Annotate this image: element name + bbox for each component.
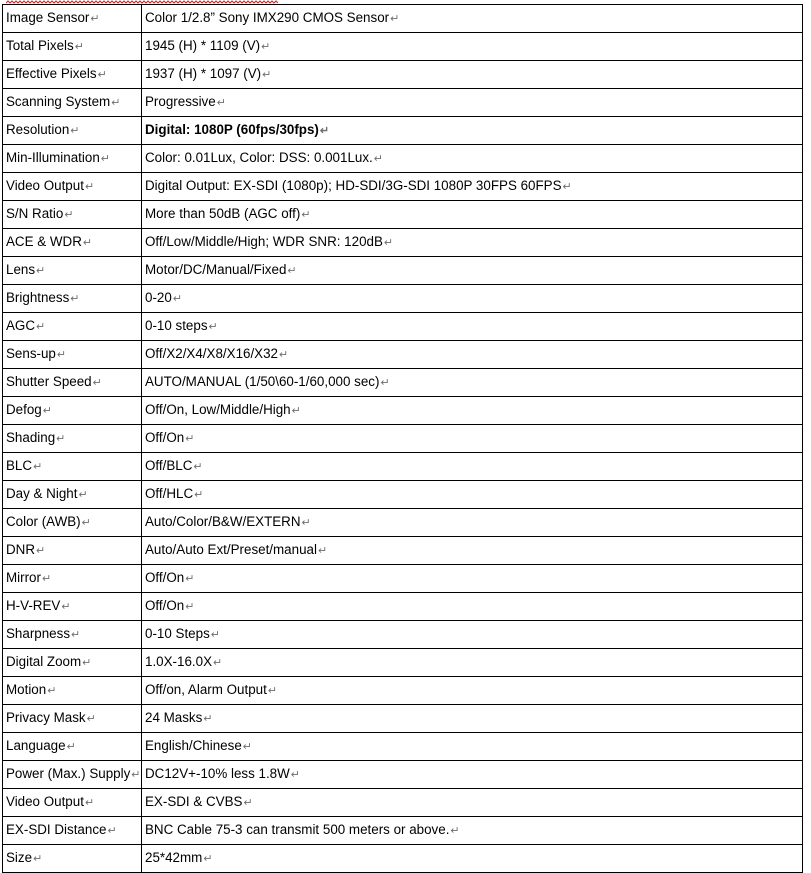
spec-label: ACE & WDR [6, 234, 82, 249]
table-row [3, 509, 803, 537]
table-row [3, 453, 803, 481]
spec-label-cell[interactable] [3, 313, 142, 341]
paragraph-mark-icon: ↵ [185, 601, 195, 613]
spec-table-body [3, 5, 803, 873]
spec-value: Off/On [145, 598, 185, 613]
spec-value: Off/On [145, 570, 185, 585]
spec-label: Defog [6, 402, 42, 417]
spec-label: Min-Illumination [6, 150, 100, 165]
paragraph-mark-icon: ↵ [213, 657, 223, 669]
spec-value: 1937 (H) * 1097 (V) [145, 66, 262, 81]
paragraph-mark-icon: ↵ [450, 825, 460, 837]
spec-label: Total Pixels [6, 38, 74, 53]
spec-value: Color 1/2.8” Sony IMX290 CMOS Sensor [145, 10, 390, 25]
paragraph-mark-icon: ↵ [317, 545, 328, 557]
spec-label-cell[interactable] [3, 761, 142, 789]
spec-value-cell[interactable] [142, 285, 803, 313]
spec-label-cell[interactable] [3, 733, 142, 761]
paragraph-mark-icon: ↵ [390, 13, 400, 25]
spec-label: Resolution [6, 122, 70, 137]
paragraph-mark-icon: ↵ [172, 293, 183, 305]
paragraph-mark-icon: ↵ [71, 629, 81, 641]
spec-value-cell[interactable] [142, 313, 803, 341]
spec-value: 24 Masks [145, 710, 203, 725]
spec-label: Language [6, 738, 66, 753]
table-row [3, 313, 803, 341]
paragraph-mark-icon: ↵ [203, 853, 213, 865]
paragraph-mark-icon: ↵ [84, 797, 95, 809]
spec-value-cell[interactable] [142, 229, 803, 257]
spec-label: Effective Pixels [6, 66, 97, 81]
spec-value-cell[interactable] [142, 733, 803, 761]
spec-label-cell[interactable] [3, 5, 142, 33]
spec-label-cell[interactable] [3, 509, 142, 537]
spec-value: Progressive [145, 94, 216, 109]
paragraph-mark-icon: ↵ [107, 825, 117, 837]
paragraph-mark-icon: ↵ [262, 69, 272, 81]
spec-value-cell[interactable] [142, 509, 803, 537]
spec-value: Off/BLC [145, 458, 193, 473]
spec-value-cell[interactable] [142, 453, 803, 481]
spec-value-cell[interactable] [142, 481, 803, 509]
paragraph-mark-icon: ↵ [383, 237, 394, 249]
paragraph-mark-icon: ↵ [290, 769, 300, 781]
spec-value: Off/On [145, 430, 185, 445]
spec-label: BLC [6, 458, 33, 473]
spec-value: English/Chinese [145, 738, 242, 753]
paragraph-mark-icon: ↵ [267, 685, 278, 697]
paragraph-mark-icon: ↵ [373, 153, 383, 165]
spec-label-cell[interactable] [3, 89, 142, 117]
spec-value-cell[interactable] [142, 621, 803, 649]
spec-label: Digital Zoom [6, 654, 82, 669]
table-row [3, 33, 803, 61]
spec-value: Off/HLC [145, 486, 194, 501]
paragraph-mark-icon: ↵ [36, 265, 46, 277]
spec-value-cell[interactable] [142, 369, 803, 397]
spec-label-cell[interactable] [3, 229, 142, 257]
paragraph-mark-icon: ↵ [82, 657, 92, 669]
paragraph-mark-icon: ↵ [41, 573, 52, 585]
paragraph-mark-icon: ↵ [185, 433, 195, 445]
paragraph-mark-icon: ↵ [100, 153, 110, 165]
spec-label-cell[interactable] [3, 145, 142, 173]
spec-value-cell[interactable] [142, 817, 803, 845]
spec-value-cell[interactable] [142, 33, 803, 61]
spec-label: Color (AWB) [6, 514, 81, 529]
paragraph-mark-icon: ↵ [78, 489, 88, 501]
spec-label: Size [6, 850, 33, 865]
spec-label-cell[interactable] [3, 341, 142, 369]
paragraph-mark-icon: ↵ [42, 405, 52, 417]
spec-value: Color: 0.01Lux, Color: DSS: 0.001Lux. [145, 150, 373, 165]
spec-value-cell[interactable] [142, 789, 803, 817]
paragraph-mark-icon: ↵ [193, 461, 203, 473]
spec-label: DNR [6, 542, 36, 557]
spec-value-cell[interactable] [142, 117, 803, 145]
spec-value-cell[interactable] [142, 649, 803, 677]
spec-label: Video Output [6, 794, 84, 809]
paragraph-mark-icon: ↵ [216, 97, 226, 109]
table-row [3, 537, 803, 565]
spec-label-cell[interactable] [3, 649, 142, 677]
spec-label: Video Output [6, 178, 84, 193]
paragraph-mark-icon: ↵ [86, 713, 96, 725]
table-row [3, 341, 803, 369]
spec-label: AGC [6, 318, 36, 333]
spec-value: More than 50dB (AGC off) [145, 206, 301, 221]
paragraph-mark-icon: ↵ [562, 181, 572, 193]
spec-value: 0-20 [145, 290, 172, 305]
table-row [3, 649, 803, 677]
spec-label-cell[interactable] [3, 481, 142, 509]
paragraph-mark-icon: ↵ [81, 517, 91, 529]
spec-label: Sharpness [6, 626, 71, 641]
spec-value-cell[interactable] [142, 89, 803, 117]
paragraph-mark-icon: ↵ [56, 349, 67, 361]
table-row [3, 817, 803, 845]
spec-value-cell[interactable] [142, 761, 803, 789]
paragraph-mark-icon: ↵ [84, 181, 95, 193]
paragraph-mark-icon: ↵ [301, 517, 311, 529]
spec-value-cell[interactable] [142, 565, 803, 593]
spec-label-cell[interactable] [3, 61, 142, 89]
spec-value-cell[interactable] [142, 425, 803, 453]
spec-value-cell[interactable] [142, 61, 803, 89]
paragraph-mark-icon: ↵ [279, 349, 289, 361]
spec-value: 0-10 steps [145, 318, 208, 333]
spec-label-cell[interactable] [3, 117, 142, 145]
paragraph-mark-icon: ↵ [33, 461, 43, 473]
spec-label: Brightness [6, 290, 70, 305]
spec-value-cell[interactable] [142, 341, 803, 369]
paragraph-mark-icon: ↵ [97, 69, 107, 81]
spec-label-cell[interactable] [3, 817, 142, 845]
paragraph-mark-icon: ↵ [47, 685, 57, 697]
spec-value: BNC Cable 75-3 can transmit 500 meters or above. [145, 822, 450, 837]
table-row [3, 677, 803, 705]
spec-value-cell[interactable] [142, 593, 803, 621]
spec-label: Sens-up [6, 346, 56, 361]
paragraph-mark-icon: ↵ [64, 209, 74, 221]
spec-value: Digital Output: EX-SDI (1080p); HD-SDI/3G-SDI 1080P 30FPS 60FPS [145, 178, 562, 193]
table-row [3, 425, 803, 453]
spec-value: 1.0X-16.0X [145, 654, 212, 669]
paragraph-mark-icon: ↵ [82, 237, 93, 249]
spec-label: H-V-REV [6, 598, 61, 613]
table-row [3, 621, 803, 649]
spec-label: Lens [6, 262, 36, 277]
spec-label-cell[interactable] [3, 425, 142, 453]
table-row [3, 173, 803, 201]
spec-label-cell[interactable] [3, 565, 142, 593]
table-row [3, 257, 803, 285]
table-row [3, 117, 803, 145]
spec-label-cell[interactable] [3, 285, 142, 313]
table-row [3, 845, 803, 873]
spec-label: Privacy Mask [6, 710, 86, 725]
spec-label: EX-SDI Distance [6, 822, 107, 837]
spec-value: 25*42mm [145, 850, 203, 865]
table-row [3, 705, 803, 733]
spec-value: DC12V+-10% less 1.8W [145, 766, 290, 781]
table-row [3, 201, 803, 229]
table-row [3, 397, 803, 425]
spec-label: Shutter Speed [6, 374, 92, 389]
spec-label: Image Sensor [6, 10, 90, 25]
table-row [3, 229, 803, 257]
table-row [3, 61, 803, 89]
spec-table [2, 4, 803, 873]
spec-value-cell[interactable] [142, 705, 803, 733]
spec-label-cell[interactable] [3, 369, 142, 397]
paragraph-mark-icon: ↵ [185, 573, 195, 585]
paragraph-mark-icon: ↵ [66, 741, 76, 753]
paragraph-mark-icon: ↵ [319, 125, 330, 137]
spec-label: Mirror [6, 570, 41, 585]
table-row [3, 285, 803, 313]
paragraph-mark-icon: ↵ [131, 769, 141, 781]
spec-value-cell[interactable] [142, 145, 803, 173]
spec-value-cell[interactable] [142, 845, 803, 873]
spec-value-cell[interactable] [142, 677, 803, 705]
table-row [3, 733, 803, 761]
spec-value: 1945 (H) * 1109 (V) [145, 38, 261, 53]
paragraph-mark-icon: ↵ [291, 405, 301, 417]
spec-value: 0-10 Steps [145, 626, 210, 641]
spec-label-cell[interactable] [3, 397, 142, 425]
spec-label: Shading [6, 430, 56, 445]
spec-label-cell[interactable] [3, 789, 142, 817]
table-row [3, 593, 803, 621]
table-row [3, 789, 803, 817]
spec-label-cell[interactable] [3, 537, 142, 565]
spec-label-cell[interactable] [3, 593, 142, 621]
spec-label-cell[interactable] [3, 621, 142, 649]
paragraph-mark-icon: ↵ [56, 433, 66, 445]
paragraph-mark-icon: ↵ [243, 797, 253, 809]
paragraph-mark-icon: ↵ [210, 629, 220, 641]
paragraph-mark-icon: ↵ [242, 741, 252, 753]
spec-label: Power (Max.) Supply [6, 766, 131, 781]
paragraph-mark-icon: ↵ [90, 13, 100, 25]
spec-label: Day & Night [6, 486, 78, 501]
spec-value: Auto/Auto Ext/Preset/manual [145, 542, 317, 557]
paragraph-mark-icon: ↵ [36, 321, 46, 333]
paragraph-mark-icon: ↵ [33, 853, 43, 865]
spec-value-cell[interactable] [142, 257, 803, 285]
paragraph-mark-icon: ↵ [194, 489, 204, 501]
spec-label-cell[interactable] [3, 33, 142, 61]
paragraph-mark-icon: ↵ [74, 41, 84, 53]
paragraph-mark-icon: ↵ [36, 545, 46, 557]
spec-value: AUTO/MANUAL (1/50\60-1/60,000 sec) [145, 374, 380, 389]
spec-value-cell[interactable] [142, 201, 803, 229]
paragraph-mark-icon: ↵ [70, 293, 80, 305]
spec-label-cell[interactable] [3, 705, 142, 733]
spec-label: Scanning System [6, 94, 111, 109]
spec-value: Off/On, Low/Middle/High [145, 402, 291, 417]
table-row [3, 761, 803, 789]
paragraph-mark-icon: ↵ [61, 601, 71, 613]
spec-value: Motor/DC/Manual/Fixed [145, 262, 287, 277]
table-row [3, 145, 803, 173]
table-row [3, 369, 803, 397]
spec-value: EX-SDI & CVBS [145, 794, 243, 809]
spec-label: Motion [6, 682, 47, 697]
spec-label: S/N Ratio [6, 206, 64, 221]
table-row [3, 481, 803, 509]
table-row [3, 5, 803, 33]
spec-value-cell[interactable] [142, 397, 803, 425]
paragraph-mark-icon: ↵ [208, 321, 218, 333]
paragraph-mark-icon: ↵ [203, 713, 213, 725]
table-row [3, 565, 803, 593]
spec-value-cell[interactable] [142, 537, 803, 565]
paragraph-mark-icon: ↵ [380, 377, 390, 389]
spec-label-cell[interactable] [3, 677, 142, 705]
spec-label-cell[interactable] [3, 201, 142, 229]
paragraph-mark-icon: ↵ [287, 265, 297, 277]
spec-value-cell[interactable] [142, 5, 803, 33]
spec-value: Digital: 1080P (60fps/30fps) [145, 122, 319, 137]
spec-value: Off/Low/Middle/High; WDR SNR: 120dB [145, 234, 383, 249]
spec-value: Off/on, Alarm Output [145, 682, 267, 697]
spec-label-cell[interactable] [3, 173, 142, 201]
paragraph-mark-icon: ↵ [92, 377, 102, 389]
spec-label-cell[interactable] [3, 845, 142, 873]
spec-value-cell[interactable] [142, 173, 803, 201]
paragraph-mark-icon: ↵ [261, 41, 271, 53]
table-row [3, 89, 803, 117]
spec-label-cell[interactable] [3, 257, 142, 285]
spec-label-cell[interactable] [3, 453, 142, 481]
paragraph-mark-icon: ↵ [111, 97, 121, 109]
paragraph-mark-icon: ↵ [70, 125, 80, 137]
paragraph-mark-icon: ↵ [301, 209, 311, 221]
spec-value: Off/X2/X4/X8/X16/X32 [145, 346, 279, 361]
spec-value: Auto/Color/B&W/EXTERN [145, 514, 301, 529]
